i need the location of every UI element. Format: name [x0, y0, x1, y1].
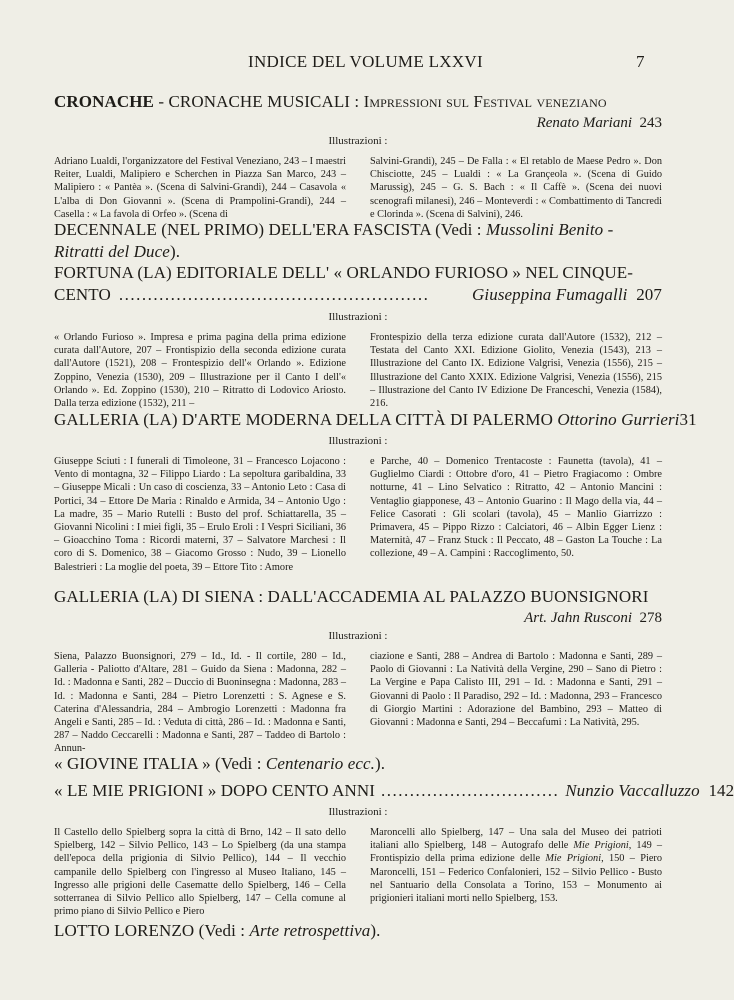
illustrations-label: Illustrazioni : [328, 806, 388, 818]
heading-end: ). [375, 754, 386, 773]
text-run: , 150 – Piero Maroncelli, 151 – Federico Confalonieri, 152 – Silvio Pellico - Busto nel Santuario della Consolata a Torino, 153 – Monumento ai prigionieri italiani morti nello Spielberg, 153. [370, 853, 662, 905]
page-ref: 243 [639, 115, 662, 131]
heading-text: « GIOVINE ITALIA » (Vedi : [54, 754, 266, 773]
author-line [54, 608, 662, 628]
illustrations-columns [54, 826, 662, 918]
illustrations-label: Illustrazioni : [328, 435, 388, 447]
column-right: e Parche, 40 – Domenico Trentacoste : Faunetta (tavola), 41 – Guglielmo Ciardi : Ottobre d'oro, 41 – Pietro Fragiacomo : Ombre notturne, 41 – Lino Selvatico : Ritratto, 42 – Antonio Mancini : Ventaglio giapponese, 43 – Antonio Guarino : Il Mago della via, 44 – Felice Casorati : Gli scolari (tavola), 45 – Manlio Giarrizzo : Primavera, 45 – Pippo Rizzo : Calciatori, 46 – Albin Egger Lienz : Maternità, 47 – Franz Stuck : Il Peccato, 48 – Gaston La Touche : La collezione, 49 – A. Campini : Raccoglimento, 50. [370, 456, 662, 560]
column-left: « Orlando Furioso ». Impresa e prima pagina della prima edizione curata dall'Autore, 207 – Frontispizio della seconda edizione curata dall'Autore (1521), 208 – Frontespizio dell'« Orlando ». Edizione Zoppino, Venezia (1530), 209 – Illustrazione per il Canto I dell'« Orlando ». Ed. Zoppino (1530), 210 – Ritratto di Lodovico Ariosto. Dalla terza edizione (1532), 211 – [54, 332, 346, 410]
column-left: Giuseppe Sciuti : I funerali di Timoleone, 31 – Francesco Lojacono : Vento di montagna, 32 – Filippo Liardo : La sepoltura garibaldina, 33 – Giuseppe Micali : Un caso di coscienza, 33 – Antonio Leto : Casa di Portici, 34 – Ettore De Maria : Rinaldo e Armida, 34 – Antonio Ugo : La madre, 35 – Mario Rutelli : Busto del prof. Schiattarella, 35 – Giovanni Nicolini : I miei figli, 35 – Erulo Eroli : I Vespri Siciliani, 36 – Gioacchino Toma : Ricordi materni, 37 – Salvatore Marchesi : Il coro di S. Domenico, 38 – Giacomo Grosso : Nudo, 39 – Lionello Balestrieri : La moglie del poeta, 39 – Ettore Tito : Amore [54, 456, 346, 573]
entry-heading: GALLERIA (LA) DI SIENA : DALL'ACCADEMIA AL PALAZZO BUONSIGNORI [54, 587, 649, 606]
running-head: INDICE DEL VOLUME LXXVI [248, 52, 483, 71]
entry-mie-prigioni [54, 780, 734, 918]
entry-giovine-italia [54, 753, 662, 775]
entry-cronache [54, 91, 662, 221]
author: Giuseppina Fumagalli [472, 285, 628, 304]
heading-text: - CRONACHE MUSICALI : [153, 92, 364, 111]
illustrations-columns [54, 155, 662, 221]
heading-text: LOTTO LORENZO (Vedi : [54, 921, 250, 940]
entry-decennale [54, 219, 662, 263]
text-run: Maroncelli allo Spielberg, 147 – Una sala del Museo dei patrioti italiani allo Spielberg, 148 – Autografo delle [370, 827, 662, 852]
column-right: Salvini-Grandi), 245 – De Falla : « El retablo de Maese Pedro ». Don Chisciotte, 245 – Lualdi : « La Grançeola ». (Scena di Guido Marussig), 245 – G. S. Bach : « Il Caffè ». (Scena dei nuovi scenografi milanesi), 246 – Monteverdi : « Combattimento di Tancredi e Clorinda ». (Scena di Salvini), 246. [370, 156, 662, 220]
illustrations-label: Illustrazioni : [328, 630, 388, 642]
author: Nunzio Vaccalluzzo [565, 781, 700, 800]
entry-heading [54, 753, 662, 775]
author: Art. Jahn Rusconi [524, 610, 632, 626]
heading-text: CENTO [54, 285, 111, 304]
entry-fortuna [54, 262, 662, 410]
entry-heading [54, 219, 662, 263]
heading-smallcaps: Impressioni sul Festival veneziano [363, 92, 607, 111]
illustrations-label: Illustrazioni : [328, 311, 388, 323]
illustrations-columns [54, 331, 662, 410]
column-left: Adriano Lualdi, l'organizzatore del Festival Veneziano, 243 – I maestri Reiter, Lualdi, Malipiero e Scherchen in Piazza San Marco, 243 – Malipiero : « Pantèa ». (Scena di Salvini-Grandi), 244 – Casavola « L'alba di Don Giovanni ». (Scena di Prampolini-Grandi), 244 – Casella : « La favola di Orfeo ». (Scena di [54, 156, 346, 220]
entry-galleria-palermo [54, 409, 697, 574]
column-right [370, 826, 662, 918]
entry-heading [54, 920, 662, 942]
column-right: ciazione e Santi, 288 – Andrea di Bartolo : Madonna e Santi, 289 – Paolo di Giovanni : La Natività della Vergine, 290 – Sano di Pietro : La Vergine e Papa Calisto III, 291 – Id. : Madonna e Santi, 291 – Giovanni di Paolo : Il Paradiso, 292 – Id. : Madonna, 293 – Francesco di Giorgio Martini : Adorazione del Bambino, 293 – Matteo di Giovanni : Madonna e Santi, 294 – Beccafumi : La Natività, 295. [370, 651, 662, 729]
heading-text: « LE MIE PRIGIONI » DOPO CENTO ANNI [54, 781, 375, 800]
heading-end: ). [169, 242, 181, 261]
text-run-italic: Mie Prigioni [545, 853, 602, 865]
heading-italic: Centenario ecc. [265, 754, 376, 773]
illustrations-columns [54, 650, 662, 756]
heading-text: DECENNALE (NEL PRIMO) DELL'ERA FASCISTA (Vedi : [54, 220, 486, 239]
heading-end: ). [370, 921, 381, 940]
author: Ottorino Gurrieri [557, 410, 680, 429]
column-left: Siena, Palazzo Buonsignori, 279 – Id., Id. - Il cortile, 280 – Id., Galleria - Paliotto d'Altare, 281 – Guido da Siena : Madonna, 282 – Id. : Madonna e Santi, 282 – Duccio di Buoninsegna : Madonna, 283 – Id. : Madonna e Santi, 284 – Pietro Lorenzetti : S. Agnese e S. Caterina d'Alessandria, 284 – Ambrogio Lorenzetti : Madonna fra Angeli e Santi, 285 – Id. : Veduta di città, 286 – Id. : Madonna e Santi, 287 – Naddo Ceccarelli : Madonna e Santi, 287 – Taddeo di Bartolo : Annun- [54, 651, 346, 755]
heading-text: GALLERIA (LA) D'ARTE MODERNA DELLA CITTÀ DI PALERMO [54, 410, 558, 429]
leader-dots: ............................... [380, 781, 560, 800]
illustrations-columns [54, 455, 662, 574]
page-ref: 31 [679, 410, 697, 429]
heading-italic: Mussolini Benito - Ritratti del Duce [54, 220, 614, 261]
column-right: Frontespizio della terza edizione curata dall'Autore (1532), 212 – Testata del Canto XXI. Edizione Giolito, Venezia (1543), 213 – Illustrazione del Canto IX. Edizione Valgrisi, Venezia (1556), 215 – Illustrazione del Canto XXIX. Edizione Valgrisi, Venezia (1556), 215 – Illustrazione del Canto IV Edizione De Franceschi, Venezia (1584), 216. [370, 332, 662, 410]
leader-dots: ...................................................... [118, 285, 430, 304]
text-run: , 149 – Frontispizio della prima edizione delle [370, 840, 662, 865]
entry-galleria-siena [54, 586, 662, 756]
entry-lotto-lorenzo [54, 920, 662, 942]
entry-heading-line1: FORTUNA (LA) EDITORIALE DELL' « ORLANDO FURIOSO » NEL CINQUE- [54, 263, 634, 282]
author: Renato Mariani [536, 115, 632, 131]
heading-italic: Arte retrospettiva [249, 921, 371, 940]
entry-heading [54, 91, 662, 113]
author-line [54, 113, 662, 133]
entry-heading-line2 [54, 284, 662, 306]
page-ref: 142 [708, 781, 734, 800]
page-ref: 207 [636, 285, 662, 304]
page-ref: 278 [639, 610, 662, 626]
column-left: Il Castello dello Spielberg sopra la città di Brno, 142 – Il sato dello Spielberg, 142 – Silvio Pellico, 143 – Lo Spielberg (da una stampa dell'epoca della prigionia di Silvio Pellico), 144 – Il vecchio campanile dello Spielberg con l'ingresso al Museo Italiano, 145 – Ingresso alle prigioni delle Casematte dello Spielberg, 146 – Cella sotterranea di Silvio Pellico allo Spielberg, 147 – Cella comune al primo piano di Silvio Pellico e Piero [54, 827, 346, 918]
heading-bold: CRONACHE [54, 92, 154, 111]
illustrations-label: Illustrazioni : [328, 135, 388, 147]
entry-heading [54, 780, 734, 802]
entry-heading [54, 409, 697, 431]
text-run-italic: Mie Prigioni [573, 840, 629, 852]
page-number: 7 [636, 52, 645, 71]
